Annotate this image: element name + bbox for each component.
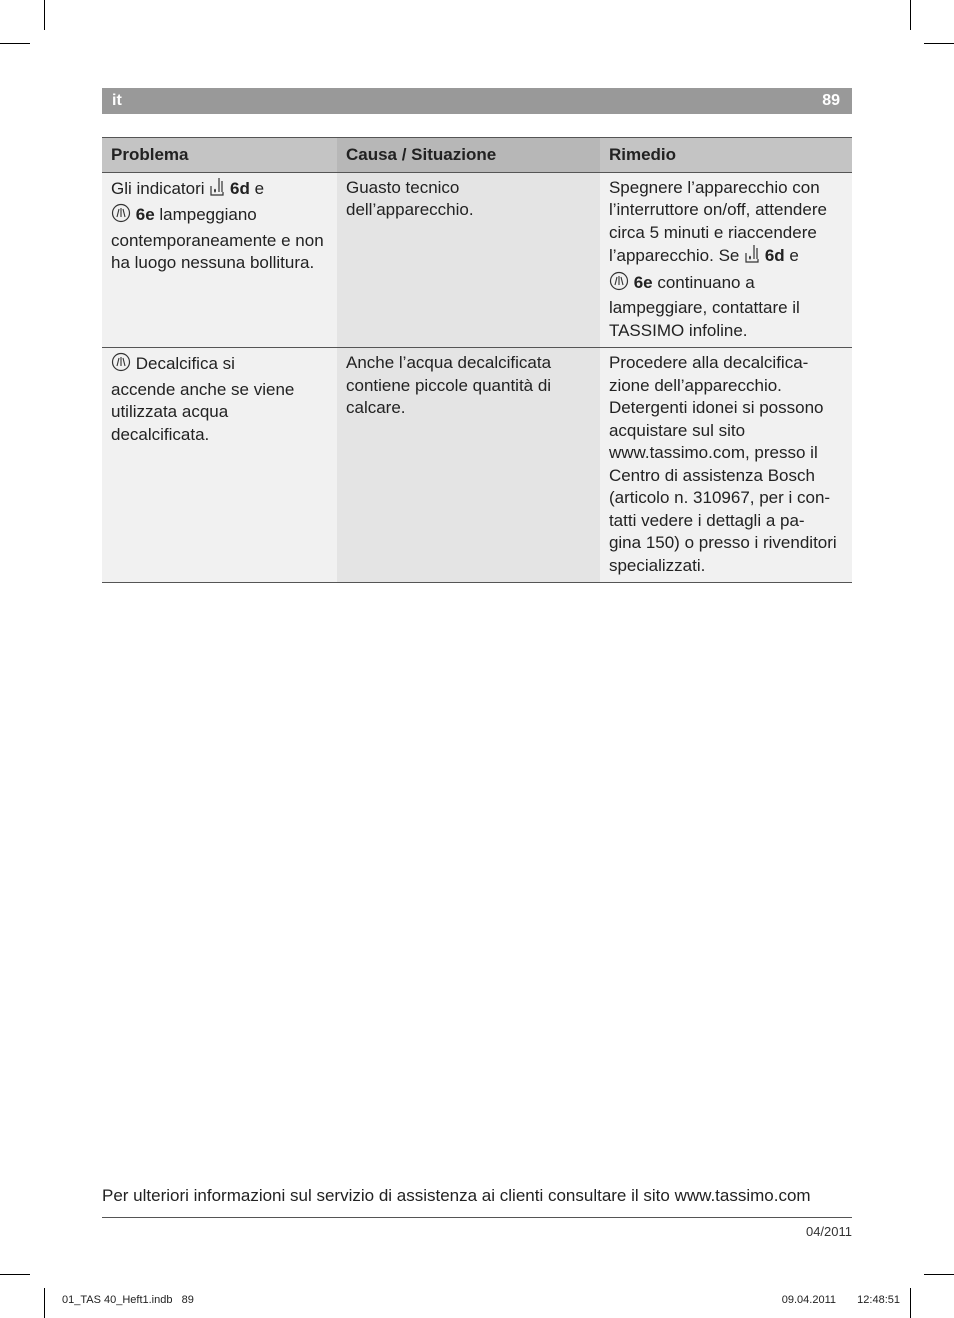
column-header-cause: Causa / Situazione [337,138,600,173]
remedy-cell: Spegnere l’apparecchio con l’interruttore on/off, attendere circa 5 minuti e riaccendere l’apparecchio. Se 6d e 6e continuano a lampeggiare, contattare il TASSIMO infoline. [600,172,852,348]
descale-icon [111,203,131,230]
print-slug-timestamp: 09.04.2011 12:48:51 [781,1294,900,1306]
crop-mark [910,0,911,30]
table-row [102,348,852,583]
descale-icon [609,271,629,298]
descale-icon [111,352,131,379]
table-header-row [102,138,852,173]
crop-mark [0,43,30,44]
cause-cell: Guasto tecnico dell’apparecchio. [337,172,600,348]
language-code: it [112,92,122,109]
crop-mark [924,43,954,44]
column-header-problem: Problema [102,138,337,173]
problem-cell: Gli indicatori 6d e 6e lampeggiano contemporaneamente e non ha luogo nessuna bollitura. [102,172,337,348]
crop-mark [0,1274,30,1275]
page-header-bar [102,88,852,114]
troubleshooting-table [102,137,852,583]
crop-mark [910,1288,911,1318]
table-row [102,172,852,348]
crop-mark [44,1288,45,1318]
crop-mark [44,0,45,30]
cause-cell: Anche l’acqua decalcificata contiene piccole quantità di calcare. [337,348,600,583]
water-tank-icon [209,177,225,204]
crop-mark [924,1274,954,1275]
page-number: 89 [822,92,840,109]
problem-cell: Decalcifica si accende anche se viene utilizzata acqua decalcificata. [102,348,337,583]
footer-date: 04/2011 [805,1224,852,1239]
footer-divider [102,1217,852,1218]
print-slug-file: 01_TAS 40_Heft1.indb 89 [62,1294,194,1306]
column-header-remedy: Rimedio [600,138,852,173]
footer-info-text: Per ulteriori informazioni sul servizio di assistenza ai clienti consultare il sito www.tassimo.com [102,1186,811,1205]
water-tank-icon [744,244,760,271]
remedy-cell: Procedere alla decalcifica- zione dell’apparecchio. Detergenti idonei si possono acquistare sul sito www.tassimo.com, presso il Centro di assistenza Bosch (articolo n. 310967, per i con- tatti vedere i dettagli a pa- gina 150) o presso i rivenditori specializzati. [600,348,852,583]
